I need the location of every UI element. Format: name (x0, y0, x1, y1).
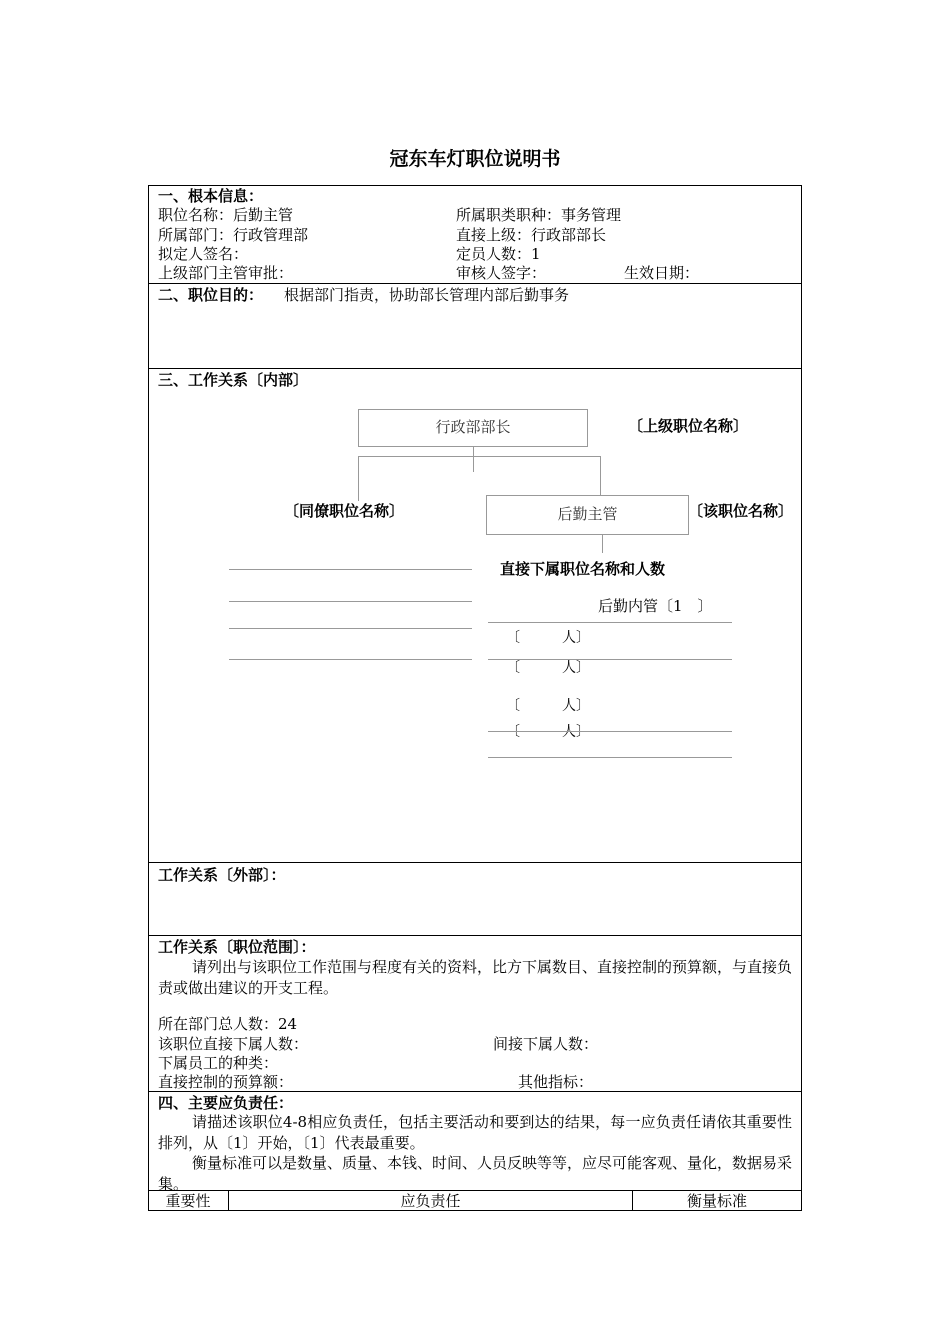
budget: 直接控制的预算额： (158, 1073, 294, 1091)
approver: 上级部门主管审批： (158, 264, 294, 282)
other-indicators: 其他指标： (518, 1073, 594, 1091)
subordinate-first: 后勤内管〔1 〕 (598, 597, 713, 615)
direct-superior: 直接上级：行政部部长 (456, 226, 607, 244)
basic-info-heading: 一、根本信息： (158, 187, 264, 205)
responsibilities-instructions: 请描述该职位4-8相应负责任，包括主要活动和要到达的结果，每一应负责任请依其重要性排列，从〔1〕开始，〔1〕代表最重要。 (158, 1113, 792, 1152)
reviewer-signature: 审核人签字： (456, 264, 547, 282)
boss-box: 行政部部长 (358, 409, 588, 447)
peer-label: 〔同僚职位名称〕 (284, 502, 405, 520)
purpose-text: 根据部门指责，协助部长管理内部后勤事务 (284, 286, 570, 304)
col-responsibility: 应负责任 (400, 1192, 461, 1210)
page-title: 冠东车灯职位说明书 (389, 148, 561, 170)
sub-line (488, 731, 732, 732)
col-measure: 衡量标准 (686, 1192, 747, 1210)
internal-relations-heading: 三、工作关系〔内部〕 (158, 371, 309, 389)
scope-instructions: 请列出与该职位工作范围与程度有关的资料，比方下属数目、直接控制的预算额，与直接负责或做出建议的开支工程。 (158, 958, 793, 997)
headcount: 定员人数：1 (456, 245, 541, 263)
divider (148, 935, 802, 936)
connector (358, 456, 359, 501)
measure-instructions: 衡量标准可以是数量、质量、本钱、时间、人员反映等等，应尽可能客观、量化，数据易采集。 (158, 1154, 793, 1193)
connector (358, 456, 601, 457)
subordinate-row: 〔 人〕 (506, 660, 590, 676)
col-importance: 重要性 (165, 1192, 211, 1210)
purpose-heading: 二、职位目的： (158, 286, 264, 304)
subordinate-types: 下属员工的种类： (158, 1054, 279, 1072)
divider (148, 368, 802, 369)
sub-line (488, 622, 732, 623)
subordinates-title: 直接下属职位名称和人数 (500, 560, 666, 578)
peer-line (229, 659, 472, 660)
indirect-subordinates: 间接下属人数： (493, 1035, 599, 1053)
department: 所属部门：行政管理部 (158, 226, 309, 244)
job-category: 所属职类职种：事务管理 (456, 206, 622, 224)
connector (600, 456, 601, 496)
drafter-signature: 拟定人签名： (158, 245, 249, 263)
external-relations-heading: 工作关系〔外部〕： (158, 866, 286, 884)
self-box: 后勤主管 (486, 495, 689, 535)
dept-total: 所在部门总人数：24 (158, 1015, 298, 1033)
direct-subordinates: 该职位直接下属人数： (158, 1035, 309, 1053)
boss-label: 〔上级职位名称〕 (628, 417, 749, 435)
effective-date: 生效日期： (624, 264, 700, 282)
responsibilities-heading: 四、主要应负责任： (158, 1094, 294, 1112)
scope-heading: 工作关系〔职位范围〕： (158, 938, 316, 956)
divider (148, 862, 802, 863)
job-name: 职位名称：后勤主管 (158, 206, 294, 224)
subordinate-row: 〔 人〕 (506, 698, 590, 714)
peer-line (229, 569, 472, 570)
connector (473, 447, 474, 472)
divider (148, 283, 802, 284)
subordinate-row: 〔 人〕 (506, 724, 590, 740)
self-label: 〔该职位名称〕 (688, 502, 794, 520)
connector (602, 535, 603, 553)
subordinate-row: 〔 人〕 (506, 630, 590, 646)
sub-line (488, 757, 732, 758)
peer-line (229, 601, 472, 602)
peer-line (229, 628, 472, 629)
